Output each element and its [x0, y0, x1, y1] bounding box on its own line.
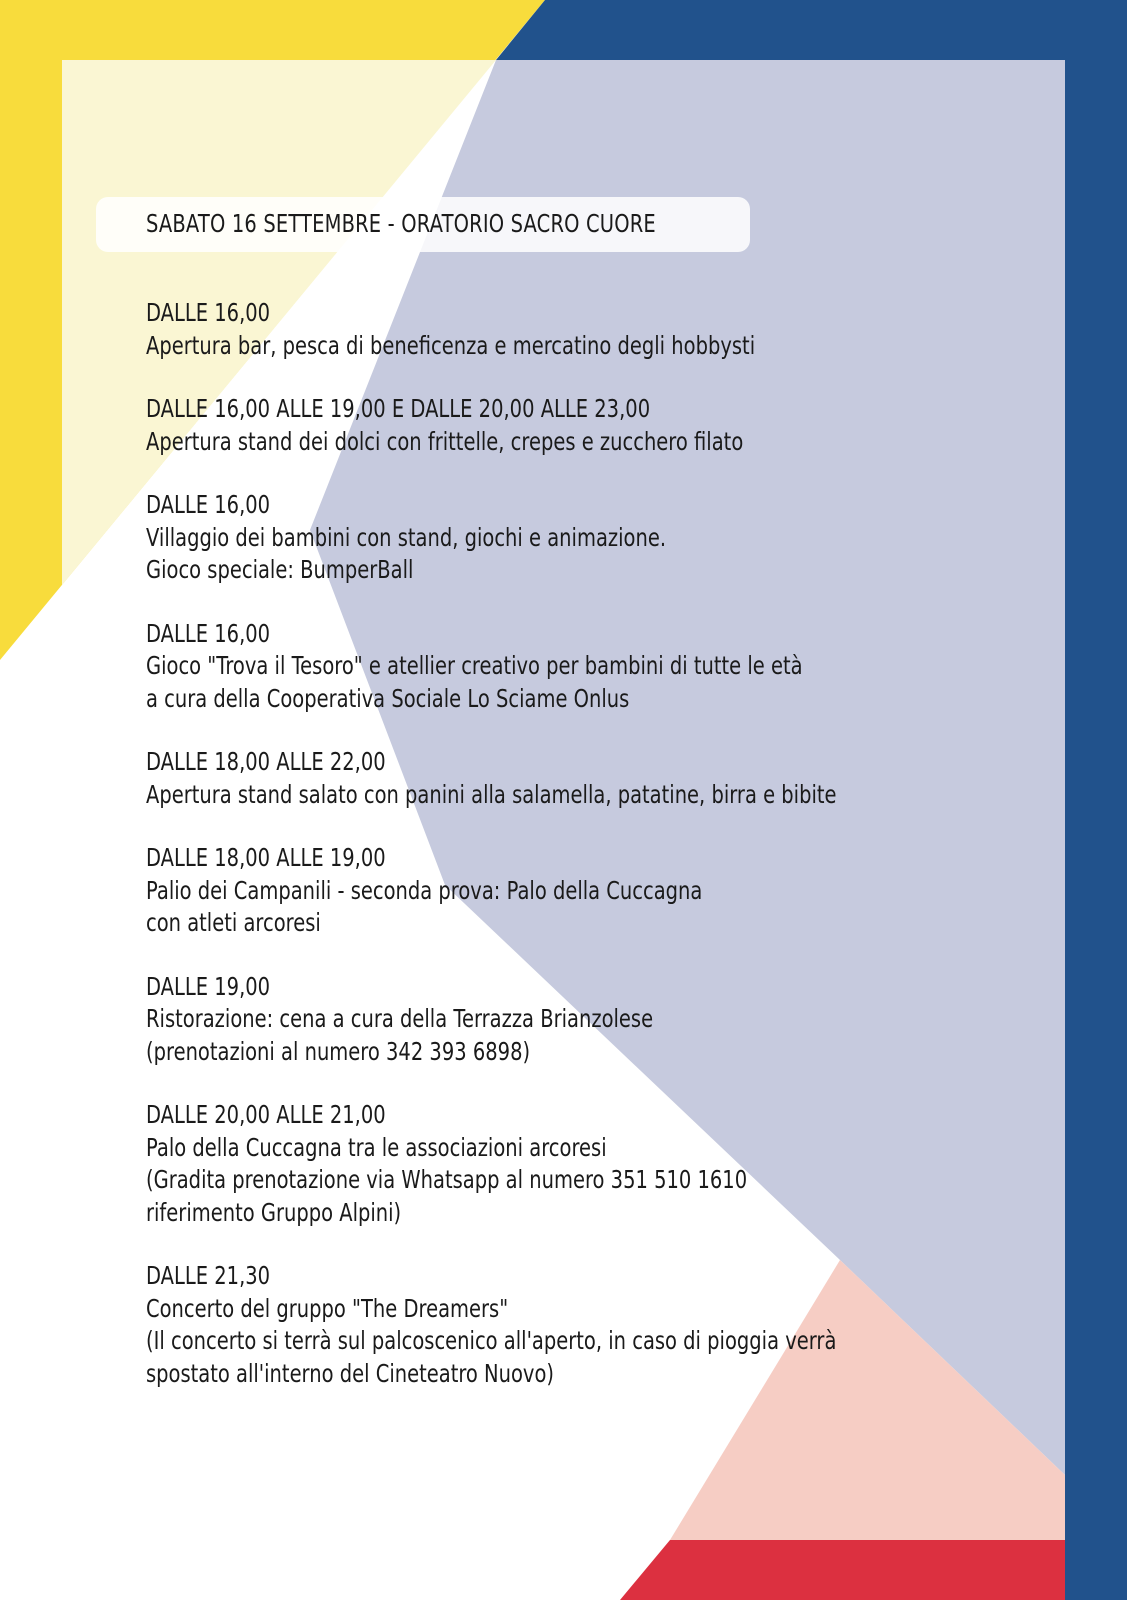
- event-description: Concerto del gruppo "The Dreamers": [146, 1293, 509, 1323]
- event-item: [146, 1260, 1031, 1390]
- event-description: (Gradita prenotazione via Whatsapp al numero 351 510 1610: [146, 1165, 748, 1194]
- event-item: [146, 489, 1031, 587]
- event-item: [146, 393, 1031, 458]
- event-time: DALLE 19,00: [146, 971, 271, 1001]
- event-item: [146, 842, 1031, 940]
- event-time: DALLE 18,00 ALLE 22,00: [146, 747, 386, 776]
- event-time: DALLE 16,00: [146, 298, 271, 327]
- event-description: Palo della Cuccagna tra le associazioni arcoresi: [146, 1132, 607, 1162]
- event-list: [146, 297, 1031, 1421]
- page-title: SABATO 16 SETTEMBRE - ORATORIO SACRO CUORE: [146, 209, 656, 238]
- event-description: Ristorazione: cena a cura della Terrazza Brianzolese: [146, 1004, 654, 1033]
- event-description: a cura della Cooperativa Sociale Lo Sciame Onlus: [146, 683, 630, 713]
- event-time: DALLE 18,00 ALLE 19,00: [146, 843, 386, 872]
- event-description: Apertura stand salato con panini alla salamella, patatine, birra e bibite: [146, 779, 837, 809]
- event-time: DALLE 16,00 ALLE 19,00 E DALLE 20,00 ALLE 23,00: [146, 394, 651, 423]
- event-description: riferimento Gruppo Alpini): [146, 1197, 402, 1227]
- event-description: Apertura bar, pesca di beneficenza e mercatino degli hobbysti: [146, 330, 756, 360]
- event-description: Apertura stand dei dolci con frittelle, crepes e zucchero filato: [146, 426, 744, 456]
- event-item: [146, 1099, 1031, 1229]
- event-time: DALLE 21,30: [146, 1261, 271, 1290]
- event-description: Villaggio dei bambini con stand, giochi e animazione.: [146, 522, 667, 552]
- event-description: (prenotazioni al numero 342 393 6898): [146, 1036, 531, 1066]
- event-item: [146, 618, 1031, 716]
- event-item: [146, 746, 1031, 811]
- event-time: DALLE 20,00 ALLE 21,00: [146, 1100, 386, 1129]
- event-time: DALLE 16,00: [146, 618, 271, 648]
- event-item: [146, 971, 1031, 1069]
- event-item: [146, 297, 1031, 362]
- event-description: con atleti arcoresi: [146, 908, 321, 937]
- event-description: Gioco speciale: BumperBall: [146, 555, 414, 584]
- event-time: DALLE 16,00: [146, 490, 271, 519]
- event-description: spostato all'interno del Cineteatro Nuovo): [146, 1358, 555, 1388]
- event-description: Palio dei Campanili - seconda prova: Palo della Cuccagna: [146, 875, 703, 905]
- event-description: Gioco "Trova il Tesoro" e atellier creativo per bambini di tutte le età: [146, 651, 803, 680]
- event-description: (Il concerto si terrà sul palcoscenico all'aperto, in caso di pioggia verrà: [146, 1326, 837, 1355]
